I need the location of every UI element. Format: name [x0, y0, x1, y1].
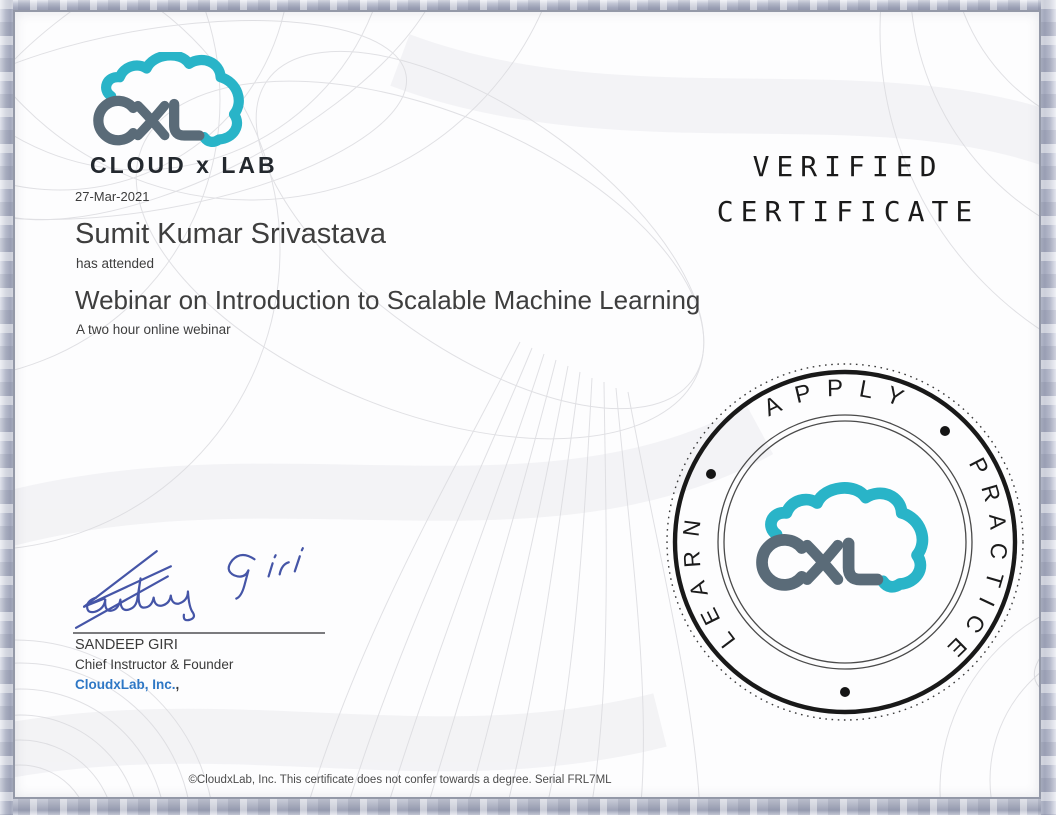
certificate-date: 27-Mar-2021: [75, 189, 150, 204]
signature-divider: [73, 632, 325, 634]
signature-handwriting: [70, 540, 322, 636]
verified-line2: CERTIFICATE: [716, 195, 980, 228]
company-link[interactable]: CloudxLab, Inc.: [75, 677, 176, 692]
frame-bottom: [0, 799, 1056, 815]
cloudxlab-logo-icon: [92, 52, 250, 156]
course-title: Webinar on Introduction to Scalable Machine Learning: [75, 285, 701, 315]
seal-word-practice: PRACTICE: [934, 453, 1013, 671]
course-subtitle: A two hour online webinar: [76, 322, 231, 337]
seal-word-learn: LEARN: [677, 505, 741, 654]
verified-line1: VERIFIED: [752, 150, 944, 183]
signatory-name: SANDEEP GIRI: [75, 637, 178, 653]
verified-certificate-heading: [690, 144, 1006, 234]
company-suffix: ,: [175, 677, 180, 692]
attended-label: has attended: [76, 256, 155, 271]
seal-cxl-logo-icon: [762, 488, 922, 587]
seal-word-apply: APPLY: [759, 374, 922, 423]
signatory-role: Chief Instructor & Founder: [75, 657, 234, 672]
signatory-company: [75, 677, 179, 692]
seal-dot-bottom: [840, 687, 850, 697]
frame-top: [0, 0, 1056, 10]
frame-left: [0, 0, 13, 815]
frame-right: [1041, 0, 1056, 815]
seal-dot-top-right: [940, 426, 950, 436]
footer-disclaimer: ©CloudxLab, Inc. This certificate does not confer towards a degree. Serial FRL7ML: [188, 774, 612, 786]
learn-apply-practice-seal: [655, 352, 1035, 732]
recipient-name: Sumit Kumar Srivastava: [75, 218, 387, 250]
seal-dot-top-left: [706, 469, 716, 479]
cloudxlab-logo-text: CLOUD x LAB: [90, 152, 278, 178]
